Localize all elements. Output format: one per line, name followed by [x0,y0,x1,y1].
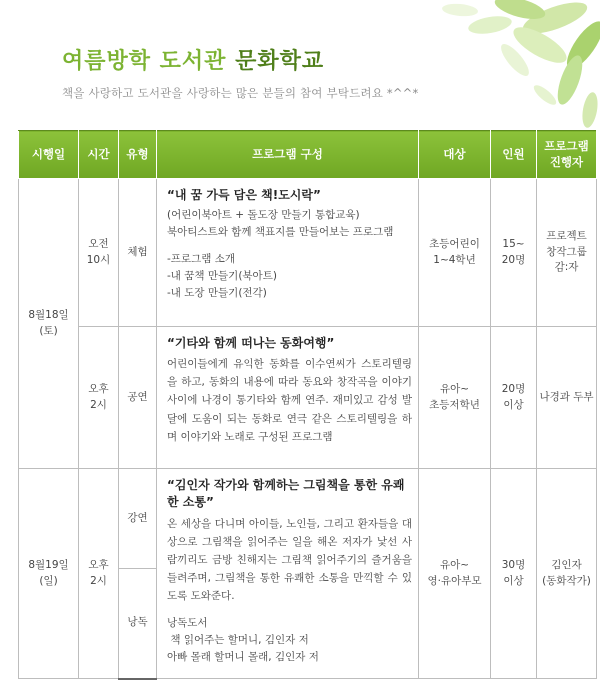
program-title: “내 꿈 가득 담은 책!도시락” [167,188,321,202]
program-schedule-table [18,130,597,680]
day-text: (일) [39,574,58,587]
title-part-1: 여름방학 도서관 [62,49,227,74]
program-cell [157,179,419,327]
count-text: 20명 [501,253,526,266]
program-cell [157,327,419,469]
target-text: 유아~ [439,558,470,571]
host-cell [537,469,597,679]
program-description: 온 세상을 다니며 아이들, 노인들, 그리고 환자들을 대상으로 그림책을 읽어주는 일을 해온 저자가 낯선 사람끼리도 금방 친해지는 그림책 읽어주기의 즐거움을 들려주며, 그림책을 통한 유쾌한 소통을 만끽할 수 있도록 도와준다. [167,517,412,602]
host-text: 창작그룹 [546,245,587,258]
type-cell: 체험 [119,179,157,327]
table-row [19,179,597,327]
target-text: 1~4학년 [433,253,476,266]
program-list-item: -내 도장 만들기(전각) [167,286,267,299]
host-text: (동화작가) [542,574,591,587]
date-text: 8월18일 [28,308,69,321]
count-text: 이상 [503,398,524,411]
program-title: “김인자 작가와 함께하는 그림책을 통한 유쾌한 소통” [167,478,405,510]
time-hour-text: 2시 [90,574,107,587]
host-text: 감:자 [554,261,579,274]
header-count: 인원 [491,131,537,179]
type-cell: 낭독 [119,569,157,679]
program-cell [157,469,419,679]
program-list-item: -내 꿈책 만들기(북아트) [167,269,277,282]
green-leaves-decoration [340,0,600,150]
host-cell [537,179,597,327]
date-text: 8월19일 [28,558,69,571]
program-description: 어린이들에게 유익한 동화를 이수연씨가 스토리텔링을 하고, 동화의 내용에 따라 동요와 창작곡을 이야기 사이에 나경이 통기타와 함께 연주. 재미있고 감성 발달에 도움이 되는 동화로 연극 같은 스토리텔링을 하며 이야기와 노래로 구성된 프로그램 [167,358,412,443]
time-text: 오후 [88,382,109,395]
day-text: (토) [39,324,58,337]
target-text: 초등어린이 [429,237,480,250]
time-cell [79,469,119,679]
program-list-item: -프로그램 소개 [167,252,235,265]
target-cell [419,179,491,327]
header-host: 프로그램 진행자 [537,131,597,179]
count-cell [491,469,537,679]
table-header-row [19,131,597,179]
count-text: 20명 [501,382,526,395]
time-cell [79,179,119,327]
header-time: 시간 [79,131,119,179]
type-cell: 공연 [119,327,157,469]
count-text: 30명 [501,558,526,571]
target-cell [419,469,491,679]
title-part-2: 문화학교 [235,49,325,74]
count-text: 15~ [502,237,525,250]
header-date: 시행일 [19,131,79,179]
target-text: 영·유아부모 [427,574,482,587]
target-text: 초등저학년 [429,398,480,411]
count-text: 이상 [503,574,524,587]
page-subtitle: 책을 사랑하고 도서관을 사랑하는 많은 분들의 참여 부탁드려요 *^^* [62,86,419,100]
type-cell: 강연 [119,469,157,569]
reading-book-item: 책 읽어주는 할머니, 김인자 저 [167,633,309,646]
header-program: 프로그램 구성 [157,131,419,179]
target-cell [419,327,491,469]
program-title: “기타와 함께 떠나는 동화여행” [167,336,335,350]
host-text: 김인자 [551,558,582,571]
time-text: 오후 [88,558,109,571]
page-title [62,44,324,75]
date-cell [19,179,79,469]
host-cell: 나경과 두부 [537,327,597,469]
table-row [19,469,597,569]
program-line: 북아티스트와 함께 책표지를 만들어보는 프로그램 [167,226,394,239]
date-cell [19,469,79,679]
table-row [19,327,597,469]
header-target: 대상 [419,131,491,179]
time-text: 오전 [88,237,109,250]
count-cell [491,179,537,327]
reading-book-item: 아빠 몰래 할머니 몰래, 김인자 저 [167,650,319,663]
target-text: 유아~ [439,382,470,395]
reading-books-label: 낭독도서 [167,617,208,630]
program-line: (어린이북아트 + 돌도장 만들기 통합교육) [167,209,360,222]
host-text: 프로젝트 [546,229,587,242]
header-type: 유형 [119,131,157,179]
time-hour-text: 2시 [90,398,107,411]
time-hour-text: 10시 [86,253,111,266]
time-cell [79,327,119,469]
count-cell [491,327,537,469]
